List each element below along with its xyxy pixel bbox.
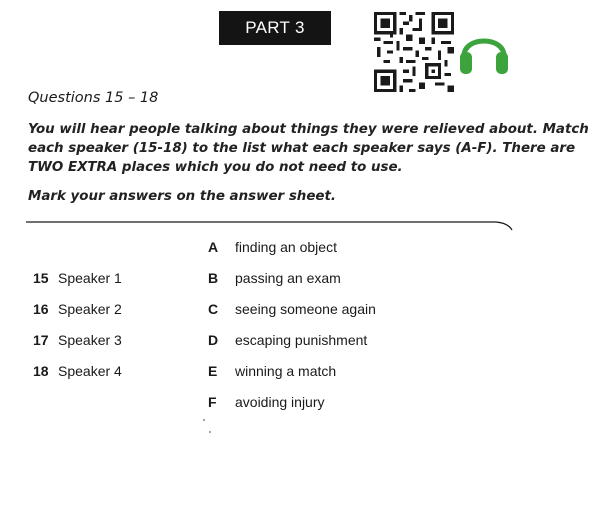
option-row xyxy=(208,270,341,286)
speaker-label: Speaker 3 xyxy=(58,332,122,348)
option-row xyxy=(208,363,336,379)
option-row xyxy=(208,394,325,410)
instruction-line: TWO EXTRA places which you do not need to use. xyxy=(28,160,403,175)
speaker-label: Speaker 1 xyxy=(58,270,122,286)
instruction-line: You will hear people talking about things they were relieved about. Match xyxy=(28,122,589,137)
qr-code-icon[interactable] xyxy=(374,12,454,92)
question-number: 15 xyxy=(33,270,49,286)
speaker-row xyxy=(33,332,122,348)
speaker-label: Speaker 4 xyxy=(58,363,122,379)
question-number: 16 xyxy=(33,301,49,317)
option-letter: B xyxy=(208,270,219,286)
option-row xyxy=(208,301,376,317)
option-letter: A xyxy=(208,239,219,255)
option-letter: C xyxy=(208,301,219,317)
option-letter: D xyxy=(208,332,219,348)
divider-line xyxy=(26,218,512,232)
option-text: seeing someone again xyxy=(235,301,376,317)
mark-answers-note: Mark your answers on the answer sheet. xyxy=(28,189,336,204)
option-text: escaping punishment xyxy=(235,332,368,348)
scan-speck xyxy=(203,419,205,421)
speaker-row xyxy=(33,301,122,317)
option-text: winning a match xyxy=(235,363,337,379)
question-number: 17 xyxy=(33,332,49,348)
headphones-icon xyxy=(456,20,512,76)
instruction-line: each speaker (15-18) to the list what each speaker says (A-F). There are xyxy=(28,141,576,156)
question-number: 18 xyxy=(33,363,49,379)
speaker-label: Speaker 2 xyxy=(58,301,122,317)
option-letter: E xyxy=(208,363,218,379)
instructions xyxy=(28,120,589,177)
speaker-row xyxy=(33,270,122,286)
questions-range: Questions 15 – 18 xyxy=(28,90,159,106)
speaker-row xyxy=(33,363,122,379)
option-row xyxy=(208,332,367,348)
scan-speck xyxy=(209,431,211,433)
option-text: passing an exam xyxy=(235,270,341,286)
option-text: avoiding injury xyxy=(235,394,325,410)
option-row xyxy=(208,239,337,255)
option-text: finding an object xyxy=(235,239,337,255)
option-letter: F xyxy=(208,394,217,410)
part-header: PART 3 xyxy=(219,11,331,45)
